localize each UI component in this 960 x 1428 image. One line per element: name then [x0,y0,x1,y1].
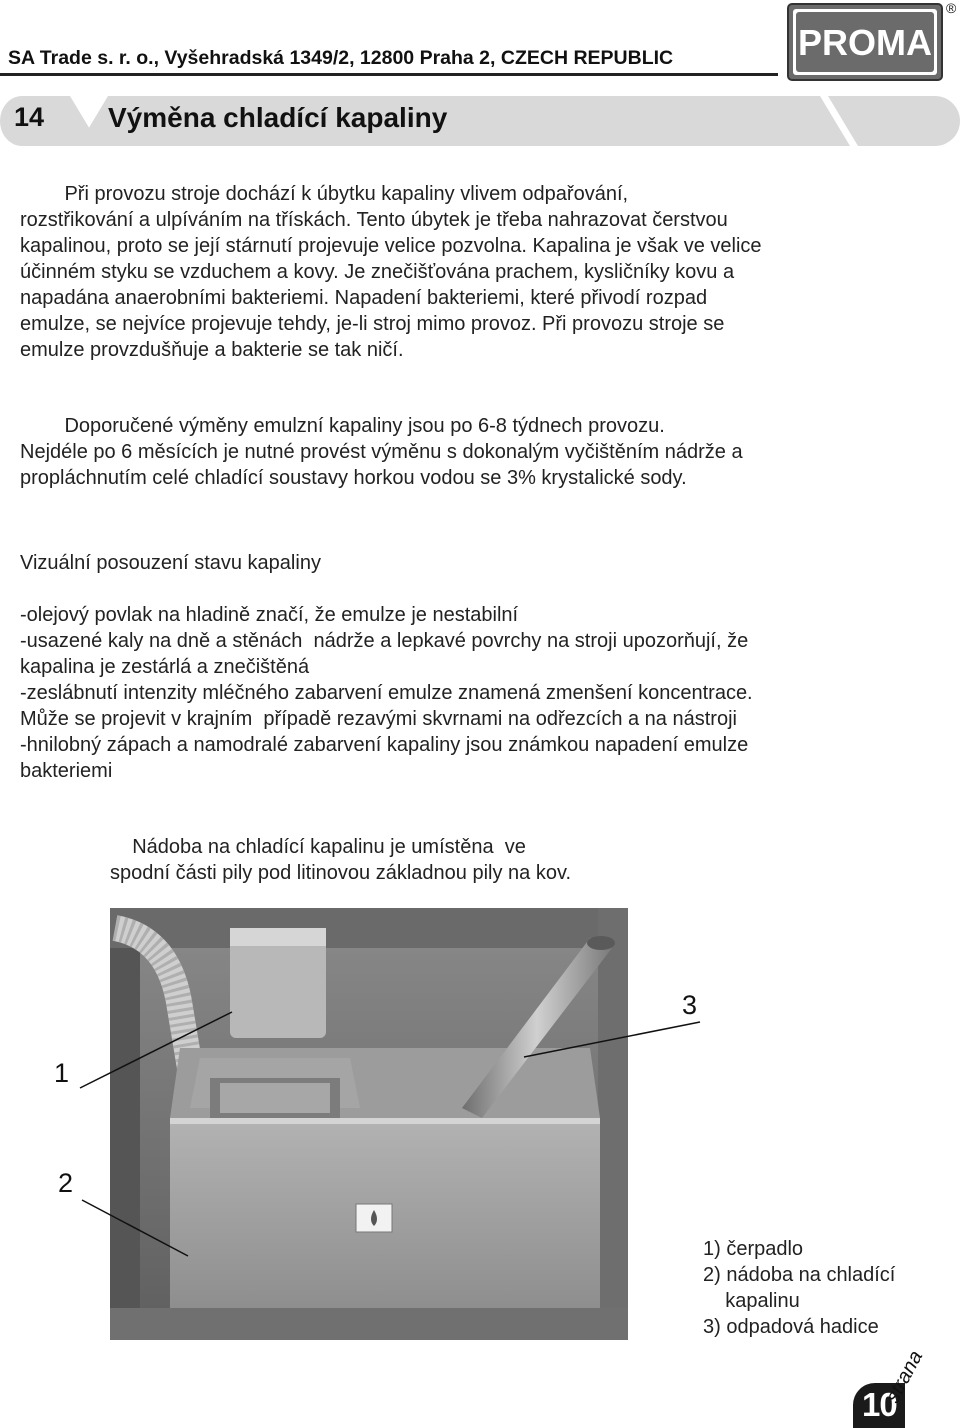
text-line: emulze, se nejvíce projevuje tehdy, je-li stroj mimo provoz. Při provozu stroje se [20,313,725,335]
figure-legend [703,1236,895,1340]
list-item: -hnilobný zápach a namodralé zabarvení kapaliny jsou známkou napadení emulze [20,734,749,756]
callout-3: 3 [682,990,698,1020]
list-item: Může se projevit v krajním případě rezavými skvrnami na odřezcích a na nástroji [20,708,737,730]
proma-logo [787,3,943,81]
legend-item-pump: 1) čerpadlo [703,1238,804,1260]
container-location-text [110,834,571,886]
callout-2: 2 [58,1168,74,1198]
text-line: Nejdéle po 6 měsících je nutné provést výměnu s dokonalým vyčištěním nádrže a [20,441,743,463]
text-line: propláchnutím celé chladící soustavy horkou vodou se 3% krystalické sody. [20,467,687,489]
legend-item-tank: 2) nádoba na chladící [703,1264,896,1286]
legend-item-tank-cont: kapalinu [703,1290,800,1312]
list-item: bakteriemi [20,760,113,782]
page-word: strana [881,1347,928,1407]
list-item: -usazené kaly na dně a stěnách nádrže a lepkavé povrchy na stroji upozorňují, že [20,630,749,652]
text-line: Při provozu stroje dochází k úbytku kapaliny vlivem odpařování, [20,183,629,205]
section-title: Výměna chladící kapaliny [108,102,448,133]
text-line: Doporučené výměny emulzní kapaliny jsou po 6-8 týdnech provozu. [20,415,665,437]
header-rule [0,73,778,76]
page-number: 10 [862,1386,897,1423]
text-line: spodní části pily pod litinovou základnou pily na kov. [110,862,572,884]
list-item: kapalina je zestárlá a znečištěná [20,656,310,678]
logo-text: PROMA [798,22,932,63]
coolant-tank-photo [110,908,628,1340]
recommendation-paragraph [20,413,900,491]
list-item: -olejový povlak na hladině značí, že emulze je nestabilní [20,604,519,626]
text-line: rozstřikování a ulpíváním na třískách. Tento úbytek je třeba nahrazovat čerstvou [20,209,728,231]
intro-paragraph [20,181,762,363]
text-line: kapalinou, proto se její stárnutí projevuje velice pozvolna. Kapalina je však ve velice [20,235,762,257]
visual-check-heading: Vizuální posouzení stavu kapaliny [20,552,321,574]
text-line: napadána anaerobními bakteriemi. Napadení bakteriemi, které přivodí rozpad [20,287,708,309]
legend-item-waste-hose: 3) odpadová hadice [703,1316,879,1338]
text-line: emulze provzdušňuje a bakterie se tak ničí. [20,339,404,361]
visual-check-list [20,602,753,784]
company-address: SA Trade s. r. o., Vyšehradská 1349/2, 12800 Praha 2, CZECH REPUBLIC [8,47,674,69]
text-line: účinném styku se vzduchem a kovy. Je znečišťována prachem, kysličníky kovu a [20,261,735,283]
section-number: 14 [14,102,45,132]
callout-1: 1 [54,1058,70,1088]
text-line: Nádoba na chladící kapalinu je umístěna ve [110,836,526,858]
list-item: -zeslábnutí intenzity mléčného zabarvení emulze znamená zmenšení koncentrace. [20,682,753,704]
registered-mark: ® [946,0,957,16]
